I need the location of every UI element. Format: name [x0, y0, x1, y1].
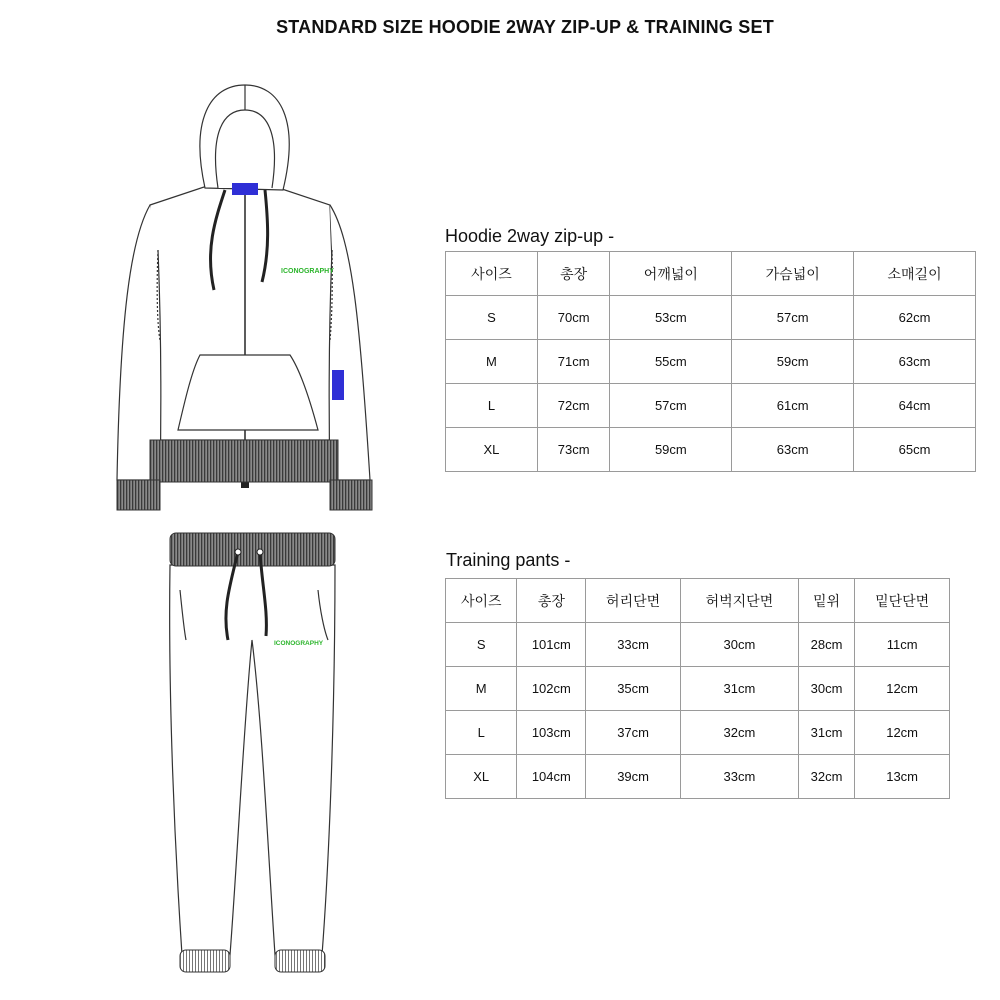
header-cell: 밑위 [798, 579, 854, 623]
table-cell: 33cm [586, 623, 681, 667]
table-cell: L [446, 711, 517, 755]
header-cell: 밑단단면 [855, 579, 950, 623]
table-cell: 59cm [732, 340, 854, 384]
table-cell: 30cm [798, 667, 854, 711]
pants-logo: ICONOGRAPHY [274, 640, 324, 647]
table-cell: 35cm [586, 667, 681, 711]
table-cell: S [446, 623, 517, 667]
pants-size-table [445, 578, 950, 799]
table-cell: 32cm [680, 711, 798, 755]
table-cell: 33cm [680, 755, 798, 799]
table-cell: M [446, 340, 538, 384]
table-cell: 64cm [854, 384, 976, 428]
table-header-row [446, 252, 976, 296]
hoodie-chest-logo: ICONOGRAPHY [281, 268, 334, 275]
table-cell: 11cm [855, 623, 950, 667]
table-cell: 32cm [798, 755, 854, 799]
table-row [446, 623, 950, 667]
table-cell: L [446, 384, 538, 428]
table-row [446, 340, 976, 384]
table-cell: 63cm [854, 340, 976, 384]
pants-drawing [170, 565, 335, 955]
header-cell: 사이즈 [446, 252, 538, 296]
table-cell: 39cm [586, 755, 681, 799]
table-cell: 57cm [610, 384, 732, 428]
table-cell: 59cm [610, 428, 732, 472]
table-cell: 62cm [854, 296, 976, 340]
table-cell: 70cm [537, 296, 610, 340]
table-cell: 37cm [586, 711, 681, 755]
header-cell: 가슴넓이 [732, 252, 854, 296]
table-row [446, 755, 950, 799]
table-cell: M [446, 667, 517, 711]
table-cell: 57cm [732, 296, 854, 340]
hoodie-right-cuff [330, 480, 372, 510]
table-cell: 12cm [855, 711, 950, 755]
garment-illustration [100, 70, 400, 980]
header-cell: 허벅지단면 [680, 579, 798, 623]
table-cell: 53cm [610, 296, 732, 340]
header-cell: 소매길이 [854, 252, 976, 296]
table-row [446, 384, 976, 428]
pants-waistband [170, 533, 335, 566]
table-cell: XL [446, 755, 517, 799]
pants-section-title: Training pants - [446, 550, 571, 570]
table-cell: 71cm [537, 340, 610, 384]
header-cell: 총장 [537, 252, 610, 296]
table-cell: 55cm [610, 340, 732, 384]
table-cell: 104cm [517, 755, 586, 799]
table-cell: 12cm [855, 667, 950, 711]
header-cell: 어깨넓이 [610, 252, 732, 296]
hoodie-drawing [117, 85, 370, 488]
table-cell: 63cm [732, 428, 854, 472]
table-cell: 102cm [517, 667, 586, 711]
table-cell: 101cm [517, 623, 586, 667]
table-row [446, 428, 976, 472]
header-cell: 사이즈 [446, 579, 517, 623]
table-cell: 28cm [798, 623, 854, 667]
hoodie-neck-label [232, 183, 258, 195]
table-cell: 103cm [517, 711, 586, 755]
table-cell: S [446, 296, 538, 340]
hoodie-waist-rib [150, 440, 338, 482]
table-cell: 31cm [798, 711, 854, 755]
hoodie-section-title: Hoodie 2way zip-up - [445, 226, 615, 246]
pants-right-hem [275, 950, 325, 972]
hoodie-sleeve-label [332, 370, 344, 400]
table-header-row [446, 579, 950, 623]
table-row [446, 667, 950, 711]
table-cell: 13cm [855, 755, 950, 799]
table-cell: 73cm [537, 428, 610, 472]
header-cell: 허리단면 [586, 579, 681, 623]
table-cell: 61cm [732, 384, 854, 428]
table-cell: 65cm [854, 428, 976, 472]
page-title: STANDARD SIZE HOODIE 2WAY ZIP-UP & TRAINING SET [276, 17, 774, 37]
hoodie-size-table [445, 251, 976, 472]
hoodie-left-cuff [117, 480, 160, 510]
table-cell: 72cm [537, 384, 610, 428]
pants-left-hem [180, 950, 230, 972]
table-cell: 30cm [680, 623, 798, 667]
table-cell: XL [446, 428, 538, 472]
table-row [446, 296, 976, 340]
table-cell: 31cm [680, 667, 798, 711]
table-row [446, 711, 950, 755]
header-cell: 총장 [517, 579, 586, 623]
